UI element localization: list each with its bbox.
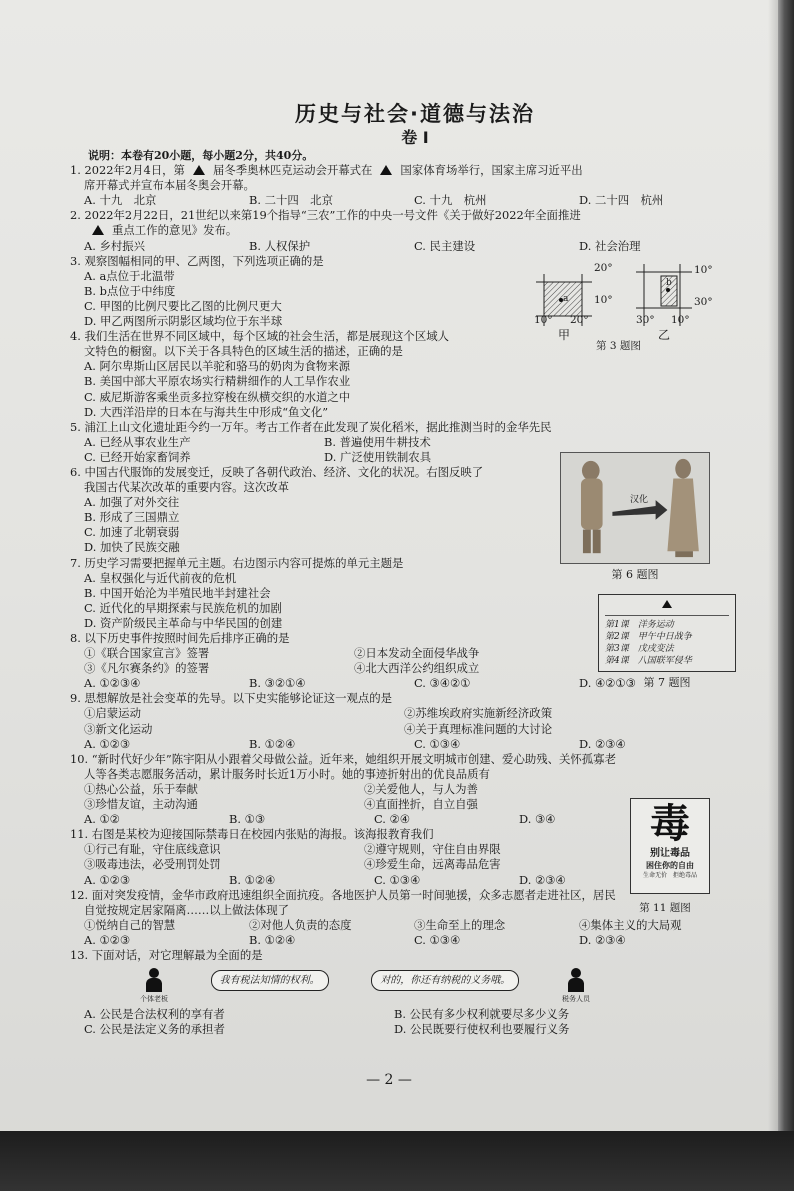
option: C. 已经开始家畜饲养 <box>84 449 191 464</box>
lesson-item: 第3课 戊戌变法 <box>605 644 674 654</box>
q13-options <box>70 1022 690 1037</box>
figurine-right <box>667 459 698 557</box>
item: ②苏维埃政府实施新经济政策 <box>404 706 553 721</box>
blank-triangle-icon <box>92 225 104 235</box>
map-yi-name: 乙 <box>658 328 671 342</box>
option: B. b点位于中纬度 <box>84 283 176 298</box>
question-1-stem <box>70 163 730 178</box>
option: B. ③②①④ <box>249 676 306 691</box>
left-speech-bubble: 我有税法知情的权利。 <box>211 970 329 991</box>
map-yi-label-bottom-mid: 10° <box>671 314 690 326</box>
option: B. ①②④ <box>249 932 296 947</box>
item: ①悦纳自己的智慧 <box>84 917 176 932</box>
q11-items <box>70 857 630 872</box>
item: ④关于真理标准问题的大讨论 <box>404 721 553 736</box>
q9-items <box>70 722 710 737</box>
option: B. ①②④ <box>249 736 296 751</box>
option: C. 甲图的比例尺要比乙图的比例尺更大 <box>84 298 282 313</box>
q9-options <box>70 737 730 752</box>
option: C. ①③④ <box>414 932 461 947</box>
page-number: — 2 — <box>366 1072 412 1088</box>
option: B. 公民有多少权利就要尽多少义务 <box>394 1007 570 1022</box>
figure-q3-caption: 第 3 题图 <box>596 340 641 352</box>
option: A. 十九 北京 <box>84 193 157 208</box>
business-owner-figure <box>140 968 168 1007</box>
q3-stem: 3. 观察图幅相同的甲、乙两图，下列选项正确的是 <box>70 253 324 268</box>
person-body-icon <box>568 978 584 992</box>
person-head-icon <box>149 968 159 978</box>
q1-stem-part-a: 1. 2022年2月4日，第 <box>70 163 185 178</box>
q12-options <box>70 933 730 948</box>
option: D. 加快了民族交融 <box>84 540 180 555</box>
option: C. 公民是法定义务的承担者 <box>84 1022 225 1037</box>
business-owner-label: 个体老板 <box>140 994 168 1003</box>
arrow-label: 汉化 <box>630 495 649 505</box>
q2-stem-line1: 2. 2022年2月22日，21世纪以来第19个指导“三农”工作的中央一号文件《关于做好2022年全面推进 <box>70 208 581 223</box>
option: D. 二十四 杭州 <box>579 193 664 208</box>
map-jia-point-label: a <box>563 294 569 304</box>
lesson-box <box>598 594 736 672</box>
option: B. 中国开始沦为半殖民地半封建社会 <box>84 585 271 600</box>
lesson-list <box>605 615 729 667</box>
q10-stem-line2: 人等各类志愿服务活动，累计服务时长近1万小时。她的事迹折射出的优良品质有 <box>84 766 490 781</box>
option: B. 二十四 北京 <box>249 193 333 208</box>
item: ③生命至上的理念 <box>414 917 506 932</box>
figurine-left <box>581 461 603 553</box>
lesson-item: 第2课 甲午中日战争 <box>605 632 692 642</box>
item: ①行己有耻，守住底线意识 <box>84 842 221 857</box>
instructions: 说明：本卷有20小题，每小题2分，共40分。 <box>88 149 314 162</box>
item: ①启蒙运动 <box>84 706 141 721</box>
q10-stem-line1: 10. “新时代好少年”陈宇阳从小跟着父母做公益。近年来，她组织开展文明城市创建、爱心助残、关怀孤寡老 <box>70 751 616 766</box>
option: A. a点位于北温带 <box>84 268 175 283</box>
question-1 <box>70 163 730 208</box>
poster-line-2: 困住你的自由 <box>646 860 694 870</box>
option: A. 阿尔卑斯山区居民以羊驼和骆马的奶肉为食物来源 <box>84 359 351 374</box>
map-jia-label-right: 10° <box>594 294 613 306</box>
q1-options <box>70 193 730 208</box>
item: ③吸毒违法，必受刑罚处罚 <box>84 857 221 872</box>
figure-q7-caption: 第 7 题图 <box>643 676 691 689</box>
poster-big-character: 毒 <box>650 800 690 847</box>
anti-drug-poster <box>630 798 710 894</box>
blank-triangle-icon <box>662 600 672 608</box>
poster-line-1: 别让毒品 <box>650 848 690 859</box>
option: B. ①③ <box>229 812 266 827</box>
option: B. 人权保护 <box>249 238 311 253</box>
poster-slogan: 生命无价 拒绝毒品 <box>642 872 697 879</box>
figure-q11 <box>630 798 710 894</box>
item: ④北大西洋公约组织成立 <box>354 661 480 676</box>
option: D. ④②①③ <box>579 676 636 691</box>
option: C. 民主建设 <box>414 238 476 253</box>
item: ②对他人负责的态度 <box>249 917 352 932</box>
tax-officer-label: 税务人员 <box>561 994 590 1003</box>
page-fold-shadow <box>768 0 778 1158</box>
option: D. 资产阶级民主革命与中华民国的创建 <box>84 615 283 630</box>
item: ④直面挫折，自立自强 <box>364 797 478 812</box>
question-2 <box>70 208 730 253</box>
option: B. 美国中部大平原农场实行精耕细作的人工旱作农业 <box>84 374 351 389</box>
option: C. ②④ <box>374 812 410 827</box>
person-body-icon <box>146 978 162 992</box>
q5-options <box>70 435 550 450</box>
option: C. 近代化的早期探索与民族危机的加剧 <box>84 600 282 615</box>
q4-stem-line2: 文特色的橱窗。以下关于各具特色的区域生活的描述，正确的是 <box>84 344 403 359</box>
item: ④集体主义的大局观 <box>579 917 682 932</box>
option: A. ①②③ <box>84 736 131 751</box>
q7-stem: 7. 历史学习需要把握单元主题。右边图示内容可提炼的单元主题是 <box>70 555 404 570</box>
q6-stem-line2: 我国古代某次改革的重要内容。这次改革 <box>84 480 290 495</box>
q2-options <box>70 239 730 254</box>
q11-items <box>70 842 630 857</box>
q13-options <box>70 1007 690 1022</box>
q8-stem: 8. 以下历史事件按照时间先后排序正确的是 <box>70 631 290 645</box>
q6-stem-line1: 6. 中国古代服饰的发展变迁，反映了各朝代政治、经济、文化的状况。右图反映了 <box>70 464 484 479</box>
blank-triangle-icon <box>380 165 392 175</box>
lesson-item: 第4课 八国联军侵华 <box>605 656 692 666</box>
map-yi-label-right: 30° <box>694 296 713 308</box>
blank-triangle-icon <box>193 165 205 175</box>
figure-q7 <box>598 594 736 690</box>
option: D. 甲乙两图所示阴影区域均位于东半球 <box>84 314 283 329</box>
option: A. 已经从事农业生产 <box>84 434 191 449</box>
item: ②关爱他人，与人为善 <box>364 781 478 796</box>
option: B. 形成了三国鼎立 <box>84 510 180 525</box>
option: A. ①② <box>84 812 120 827</box>
option: C. ①③④ <box>414 736 461 751</box>
option: A. 加强了对外交往 <box>84 495 180 510</box>
option: C. 加速了北朝衰弱 <box>84 525 180 540</box>
option: A. ①②③ <box>84 932 131 947</box>
right-speech-bubble: 对的，你还有纳税的义务哦。 <box>371 970 519 991</box>
option: C. ①③④ <box>374 872 421 887</box>
q12-stem-line2: 自觉按规定居家隔离……以上做法体现了 <box>84 902 290 917</box>
desk-edge-bottom <box>0 1131 794 1191</box>
q8-items <box>70 646 610 661</box>
q10-items <box>70 782 630 797</box>
item: ①热心公益，乐于奉献 <box>84 781 198 796</box>
volume-subtitle: 卷 Ⅰ <box>401 128 429 147</box>
q2-stem-line2 <box>70 223 730 238</box>
option: C. 威尼斯游客乘坐贡多拉穿梭在纵横交织的水道之中 <box>84 389 351 404</box>
map-jia-label-bottom-left: 10° <box>534 314 553 326</box>
figure-q6-caption: 第 6 题图 <box>611 568 659 581</box>
q2-stem-text: 重点工作的意见》发布。 <box>112 223 238 238</box>
item: ④珍爱生命，远离毒品危害 <box>364 857 501 872</box>
map-jia-label-top: 20° <box>594 262 613 274</box>
question-13 <box>70 948 730 1037</box>
q12-items <box>70 918 730 933</box>
option: D. 公民既要行使权利也要履行义务 <box>394 1022 570 1037</box>
q1-stem-line2: 席开幕式并宣布本届冬奥会开幕。 <box>84 178 255 193</box>
option: D. ②③④ <box>579 736 626 751</box>
q4-stem-line1: 4. 我们生活在世界不同区域中，每个区域的社会生活，都是展现这个区域人 <box>70 329 449 344</box>
option: A. 公民是合法权利的享有者 <box>84 1007 225 1022</box>
map-jia-name: 甲 <box>558 328 571 342</box>
item: ②日本发动全面侵华战争 <box>354 646 480 661</box>
option: A. 皇权强化与近代前夜的危机 <box>84 570 237 585</box>
figure-q3-maps <box>528 262 718 342</box>
option: D. 广泛使用铁制农具 <box>324 449 432 464</box>
q8-items <box>70 661 610 676</box>
q9-stem: 9. 思想解放是社会变革的先导。以下史实能够论证这一观点的是 <box>70 691 393 706</box>
tax-dialog-illustration <box>140 965 590 1007</box>
page-title: 历史与社会·道德与法治 <box>295 102 535 126</box>
person-head-icon <box>571 968 581 978</box>
option: A. ①②③④ <box>84 676 141 691</box>
q12-stem-line1: 12. 面对突发疫情，金华市政府迅速组织全面抗疫。各地医护人员第一时间驰援，众多志愿者走进社区，居民 <box>70 887 616 902</box>
q11-options <box>70 873 650 888</box>
q11-stem: 11. 右图是某校为迎接国际禁毒日在校园内张贴的海报。该海报教育我们 <box>70 827 434 842</box>
q5-stem: 5. 浦江上山文化遗址距今约一万年。考古工作者在此发现了炭化稻米，据此推测当时的金华先民 <box>70 419 552 434</box>
q5-options <box>70 450 550 465</box>
q10-items <box>70 797 630 812</box>
option: C. ③④②① <box>414 676 471 691</box>
option: B. ①②④ <box>229 872 276 887</box>
option: D. 社会治理 <box>579 238 641 253</box>
q1-stem-part-c: 国家体育场举行，国家主席习近平出 <box>400 163 583 178</box>
item: ③新文化运动 <box>84 721 153 736</box>
map-yi-label-bottom-left: 30° <box>636 314 655 326</box>
option: C. 十九 杭州 <box>414 193 487 208</box>
option: A. 乡村振兴 <box>84 238 146 253</box>
question-12 <box>70 888 730 948</box>
tax-officer-figure <box>562 968 590 1007</box>
option: D. 大西洋沿岸的日本在与海共生中形成“鱼文化” <box>84 404 329 419</box>
item: ②遵守规则，守住自由界限 <box>364 842 501 857</box>
lesson-item: 第1课 洋务运动 <box>605 620 674 630</box>
q10-options <box>70 812 650 827</box>
question-9 <box>70 691 730 751</box>
figure-q11-caption: 第 11 题图 <box>639 902 691 914</box>
option: D. ③④ <box>519 812 556 827</box>
item: ③珍惜友谊，主动沟通 <box>84 797 198 812</box>
item: ③《凡尔赛条约》的签署 <box>84 661 210 676</box>
q9-items <box>70 706 710 721</box>
q1-stem-part-b: 届冬季奥林匹克运动会开幕式在 <box>212 163 373 178</box>
map-yi-label-top: 10° <box>694 264 713 276</box>
option: A. ①②③ <box>84 872 131 887</box>
item: ①《联合国家宣言》签署 <box>84 646 210 661</box>
desk-edge-right <box>778 0 794 1191</box>
figure-q6 <box>560 452 710 582</box>
q13-stem: 13. 下面对话，对它理解最为全面的是 <box>70 947 263 962</box>
map-jia-label-bottom-mid: 20° <box>570 314 589 326</box>
option: B. 普遍使用牛耕技术 <box>324 434 431 449</box>
option: D. ②③④ <box>579 932 626 947</box>
map-yi-point-label: b <box>666 278 672 288</box>
option: D. ②③④ <box>519 872 566 887</box>
